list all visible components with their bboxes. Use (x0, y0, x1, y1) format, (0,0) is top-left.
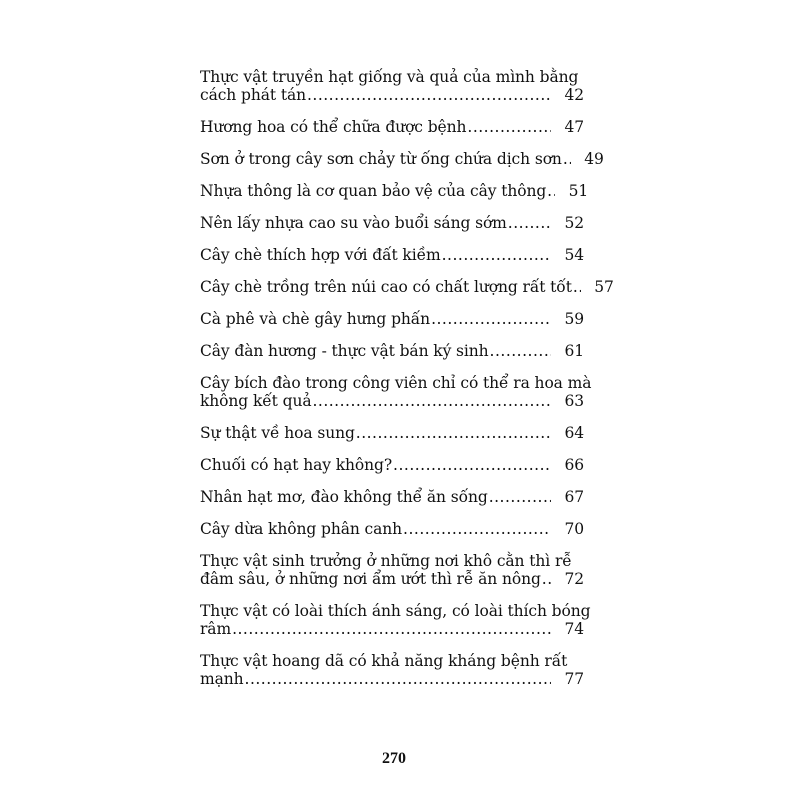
leader-dots (563, 150, 571, 168)
page-number: 270 (382, 750, 406, 767)
toc-entry-title: Chuối có hạt hay không? (200, 456, 393, 474)
toc-entry-page: 47 (564, 118, 584, 136)
toc-entry (200, 342, 584, 360)
toc-entry-title: Nên lấy nhựa cao su vào buổi sáng sớm (200, 214, 507, 232)
toc-entry-title: Sơn ở trong cây sơn chảy từ ống chứa dịch sơn (200, 150, 562, 168)
toc-entry (200, 424, 584, 442)
toc-entry-title-line1: Cây bích đào trong công viên chỉ có thể ra hoa mà (200, 374, 592, 392)
toc-entry (200, 246, 584, 264)
toc-entry-title: Cà phê và chè gây hưng phấn (200, 310, 431, 328)
leader-dots (312, 392, 551, 410)
table-of-contents (200, 68, 614, 702)
leader-dots (467, 118, 551, 136)
toc-entry-title: Cây chè trồng trên núi cao có chất lượng rất tốt (200, 278, 572, 296)
toc-entry-page: 74 (564, 620, 584, 638)
toc-entry (200, 182, 589, 200)
toc-entry (200, 602, 591, 638)
leader-dots (403, 520, 551, 538)
toc-entry (200, 374, 592, 410)
toc-entry (200, 552, 584, 588)
toc-entry (200, 278, 614, 296)
toc-entry-title-line1: Thực vật sinh trưởng ở những nơi khô cằn thì rễ (200, 552, 572, 570)
toc-entry-title: Nhân hạt mơ, đào không thể ăn sống (200, 488, 488, 506)
toc-entry (200, 214, 584, 232)
toc-entry-title: Nhựa thông là cơ quan bảo vệ của cây thông (200, 182, 547, 200)
toc-entry-title-line2: không kết quả (200, 392, 312, 410)
leader-dots (232, 620, 551, 638)
leader-dots (542, 570, 551, 588)
toc-entry (200, 68, 584, 104)
toc-entry (200, 488, 584, 506)
toc-entry-page: 42 (564, 86, 584, 104)
toc-entry-page: 72 (564, 570, 584, 588)
leader-dots (490, 342, 551, 360)
toc-entry (200, 520, 584, 538)
toc-entry-page: 77 (564, 670, 584, 688)
toc-entry (200, 310, 584, 328)
toc-entry-title-line1: Thực vật hoang dã có khả năng kháng bệnh rất (200, 652, 568, 670)
leader-dots (307, 86, 551, 104)
leader-dots (245, 670, 551, 688)
toc-entry-page: 49 (584, 150, 604, 168)
toc-entry-page: 59 (564, 310, 584, 328)
toc-entry-title-line1: Thực vật có loài thích ánh sáng, có loài thích bóng (200, 602, 591, 620)
leader-dots (356, 424, 551, 442)
toc-entry-page: 51 (568, 182, 589, 200)
toc-entry-title: Hương hoa có thể chữa được bệnh (200, 118, 467, 136)
toc-entry-title-line2: cách phát tán (200, 86, 306, 104)
toc-entry-page: 54 (564, 246, 584, 264)
toc-entry-title-line2: râm (200, 620, 232, 638)
toc-entry-page: 52 (564, 214, 584, 232)
leader-dots (508, 214, 551, 232)
toc-entry-title: Cây dừa không phân canh (200, 520, 403, 538)
toc-entry-title: Cây chè thích hợp với đất kiềm (200, 246, 441, 264)
toc-entry-title: Cây đàn hương - thực vật bán ký sinh (200, 342, 489, 360)
toc-entry-title-line2: đâm sâu, ở những nơi ẩm ướt thì rễ ăn nông (200, 570, 541, 588)
leader-dots (489, 488, 551, 506)
leader-dots (547, 182, 555, 200)
leader-dots (573, 278, 581, 296)
toc-entry-title-line2: mạnh (200, 670, 244, 688)
toc-entry-page: 64 (564, 424, 584, 442)
toc-entry-page: 57 (594, 278, 614, 296)
toc-entry (200, 150, 604, 168)
leader-dots (442, 246, 551, 264)
toc-entry-page: 61 (564, 342, 584, 360)
toc-entry (200, 652, 584, 688)
toc-entry-title-line1: Thực vật truyền hạt giống và quả của mình bằng (200, 68, 579, 86)
toc-entry-page: 70 (564, 520, 584, 538)
leader-dots (393, 456, 551, 474)
toc-entry (200, 118, 584, 136)
toc-entry (200, 456, 584, 474)
toc-entry-page: 67 (564, 488, 584, 506)
toc-entry-title: Sự thật về hoa sung (200, 424, 355, 442)
toc-entry-page: 63 (564, 392, 584, 410)
leader-dots (431, 310, 551, 328)
toc-entry-page: 66 (564, 456, 584, 474)
